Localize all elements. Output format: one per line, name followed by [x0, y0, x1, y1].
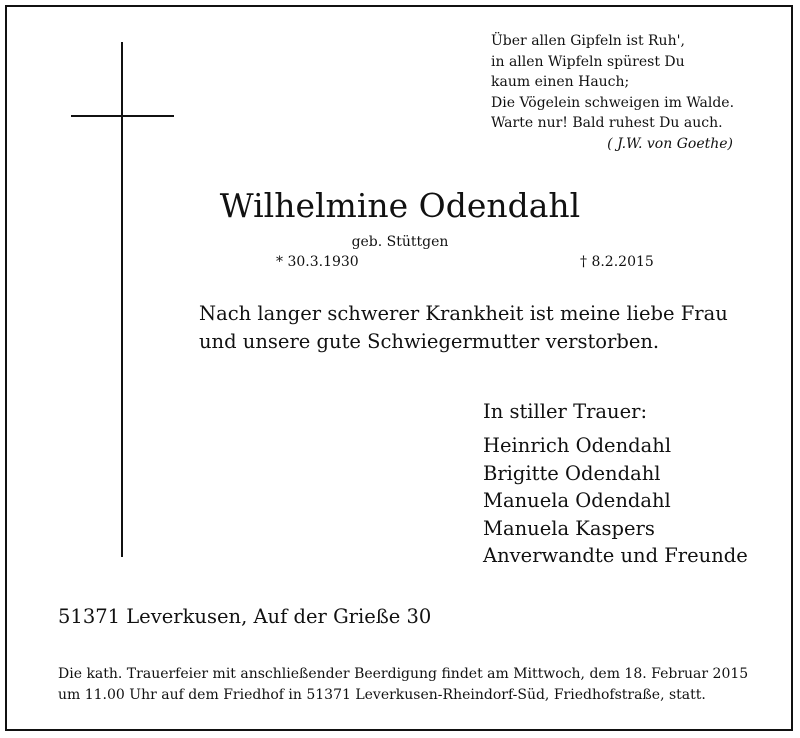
mourner-name: Manuela Odendahl: [483, 489, 671, 512]
mourners-heading: In stiller Trauer:: [483, 400, 648, 423]
mourner-name: Anverwandte und Freunde: [483, 544, 748, 567]
poem-author: ( J.W. von Goethe): [607, 135, 733, 152]
cross-icon: [121, 42, 123, 557]
maiden-name: geb. Stüttgen: [351, 234, 449, 250]
poem-line: Über allen Gipfeln ist Ruh',: [491, 33, 685, 49]
birth-date: * 30.3.1930: [276, 254, 359, 270]
family-address: 51371 Leverkusen, Auf der Grieße 30: [58, 605, 432, 628]
poem-line: in allen Wipfeln spürest Du: [491, 53, 685, 70]
death-date: † 8.2.2015: [580, 254, 654, 270]
funeral-line: um 11.00 Uhr auf dem Friedhof in 51371 Leverkusen-Rheindorf-Süd, Friedhofstraße, statt.: [58, 687, 706, 703]
mourner-name: Manuela Kaspers: [483, 516, 655, 540]
funeral-line: Die kath. Trauerfeier mit anschließender Beerdigung findet am Mittwoch, dem 18. Februar 2015: [58, 666, 749, 682]
deceased-name: Wilhelmine Odendahl: [219, 186, 581, 225]
poem-line: Warte nur! Bald ruhest Du auch.: [491, 115, 723, 131]
funeral-details: [58, 664, 758, 706]
mourner-name: Heinrich Odendahl: [483, 434, 672, 457]
mourners-list: [483, 432, 748, 570]
poem-line: kaum einen Hauch;: [491, 74, 630, 90]
announcement-text: Nach langer schwerer Krankheit ist meine liebe Frau und unsere gute Schwiegermutter verstorben.: [199, 302, 728, 353]
mourner-name: Brigitte Odendahl: [483, 461, 661, 485]
cross-icon-bar: [71, 115, 174, 117]
goethe-poem: [491, 31, 741, 154]
poem-line: Die Vögelein schweigen im Walde.: [491, 94, 735, 111]
